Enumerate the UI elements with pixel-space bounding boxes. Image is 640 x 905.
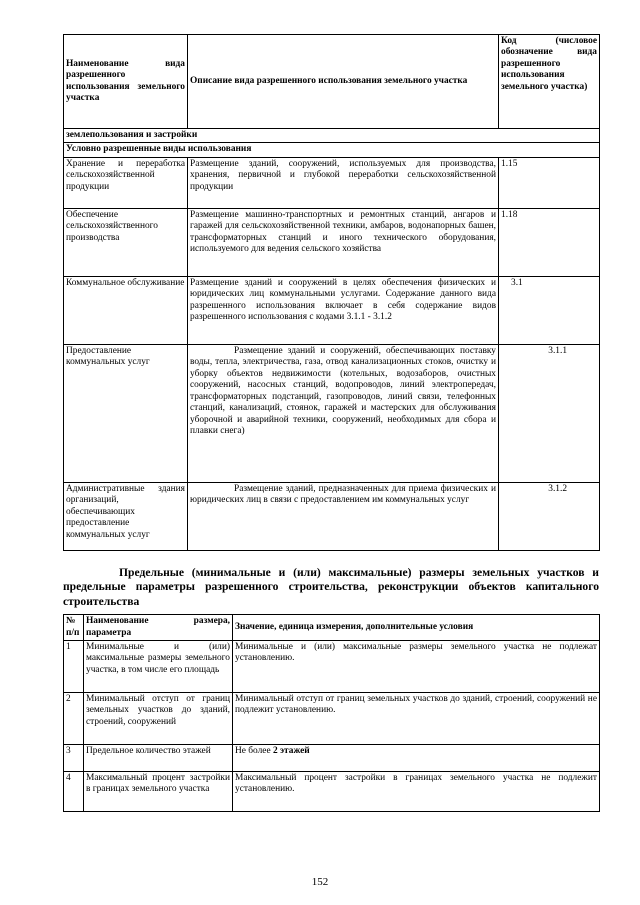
header-value: Значение, единица измерения, дополнительные условия <box>233 615 600 641</box>
row-description: Размещение зданий и сооружений в целях обеспечения физических и юридических лиц коммунальными услугами. Содержание данного вида разрешенного использования включает в себя содержание видов разрешенного использования с кодами 3.1.1 - 3.1.2 <box>188 276 499 344</box>
table-row <box>64 208 600 276</box>
row-description: Размещение зданий, предназначенных для приема физических и юридических лиц в связи с предоставлением им коммунальных услуг <box>188 482 499 550</box>
row-value-bold: 2 этажей <box>272 746 310 756</box>
table-header-row <box>64 35 600 129</box>
table-row <box>64 693 600 745</box>
section-row <box>64 143 600 157</box>
table-row <box>64 344 600 482</box>
row-value <box>233 693 600 745</box>
row-code: 3.1.2 <box>499 482 600 550</box>
row-parameter: Максимальный процент застройки в границах земельного участка <box>84 772 233 812</box>
row-number: 1 <box>64 641 84 693</box>
row-parameter: Предельное количество этажей <box>84 745 233 772</box>
row-number: 4 <box>64 772 84 812</box>
row-parameter: Минимальные и (или) максимальные размеры земельного участка, в том числе его площадь <box>84 641 233 693</box>
row-code: 1.15 <box>499 157 600 208</box>
row-number: 3 <box>64 745 84 772</box>
row-value-text: Не более <box>235 746 273 756</box>
table-header-row <box>64 615 600 641</box>
row-code: 3.1 <box>499 276 600 344</box>
row-name: Обеспечение сельскохозяйственного производства <box>64 208 188 276</box>
row-name: Предоставление коммунальных услуг <box>64 344 188 482</box>
row-parameter: Минимальный отступ от границ земельных участков до зданий, строений, сооружений <box>84 693 233 745</box>
table-row <box>64 482 600 550</box>
table-row <box>64 276 600 344</box>
row-description: Размещение зданий и сооружений, обеспечивающих поставку воды, тепла, электричества, газа, отвод канализационных стоков, очистку и уборку объектов недвижимости (котельных, водозаборов, очистных сооружений, насосных станций, водопроводов, линий электропередач, трансформаторных подстанций, газопроводов, линий связи, телефонных станций, канализаций, стоянок, гаражей и мастерских для обслуживания уборочной и аварийной техники, сооружений, необходимых для сбора и плавки снега) <box>188 344 499 482</box>
row-value-text: Минимальный отступ от границ земельных участков до зданий, строений, сооружений не подлежит установлению. <box>235 694 597 716</box>
header-number: № п/п <box>64 615 84 641</box>
section-heading: Предельные (минимальные и (или) максимальные) размеры земельных участков и предельные параметры разрешенного строительства, реконструкции объектов капитального строительства <box>63 566 599 608</box>
row-code: 1.18 <box>499 208 600 276</box>
row-description: Размещение зданий, сооружений, используемых для производства, хранения, первичной и глубокой переработки сельскохозяйственной продукции <box>188 157 499 208</box>
row-value <box>233 772 600 812</box>
continuation-row <box>64 129 600 143</box>
row-value <box>233 745 600 772</box>
header-code: Код (числовое обозначение вида разрешенного использования земельного участка) <box>499 35 600 129</box>
row-name: Коммунальное обслуживание <box>64 276 188 344</box>
row-name: Административные здания организаций, обеспечивающих предоставление коммунальных услуг <box>64 482 188 550</box>
continuation-text: землепользования и застройки <box>64 129 600 143</box>
table-row <box>64 157 600 208</box>
parameters-table <box>63 614 600 812</box>
row-value-text: Максимальный процент застройки в границах земельного участка не подлежит установлению. <box>235 773 597 795</box>
page-number: 152 <box>311 876 329 888</box>
table-row <box>64 745 600 772</box>
header-name: Наименование вида разрешенного использования земельного участка <box>64 35 188 129</box>
table-row <box>64 772 600 812</box>
row-name: Хранение и переработка сельскохозяйственной продукции <box>64 157 188 208</box>
header-parameter: Наименование размера, параметра <box>84 615 233 641</box>
header-description: Описание вида разрешенного использования земельного участка <box>188 35 499 129</box>
row-description: Размещение машинно-транспортных и ремонтных станций, ангаров и гаражей для сельскохозяйственной техники, амбаров, водонапорных башен, трансформаторных станций и иного технического оборудования, используемого для ведения сельского хозяйства <box>188 208 499 276</box>
land-use-table <box>63 34 600 551</box>
row-code: 3.1.1 <box>499 344 600 482</box>
table-row <box>64 641 600 693</box>
row-value <box>233 641 600 693</box>
row-number: 2 <box>64 693 84 745</box>
row-value-text: Минимальные и (или) максимальные размеры земельного участка не подлежат установлению. <box>235 642 597 664</box>
section-title: Условно разрешенные виды использования <box>64 143 600 157</box>
